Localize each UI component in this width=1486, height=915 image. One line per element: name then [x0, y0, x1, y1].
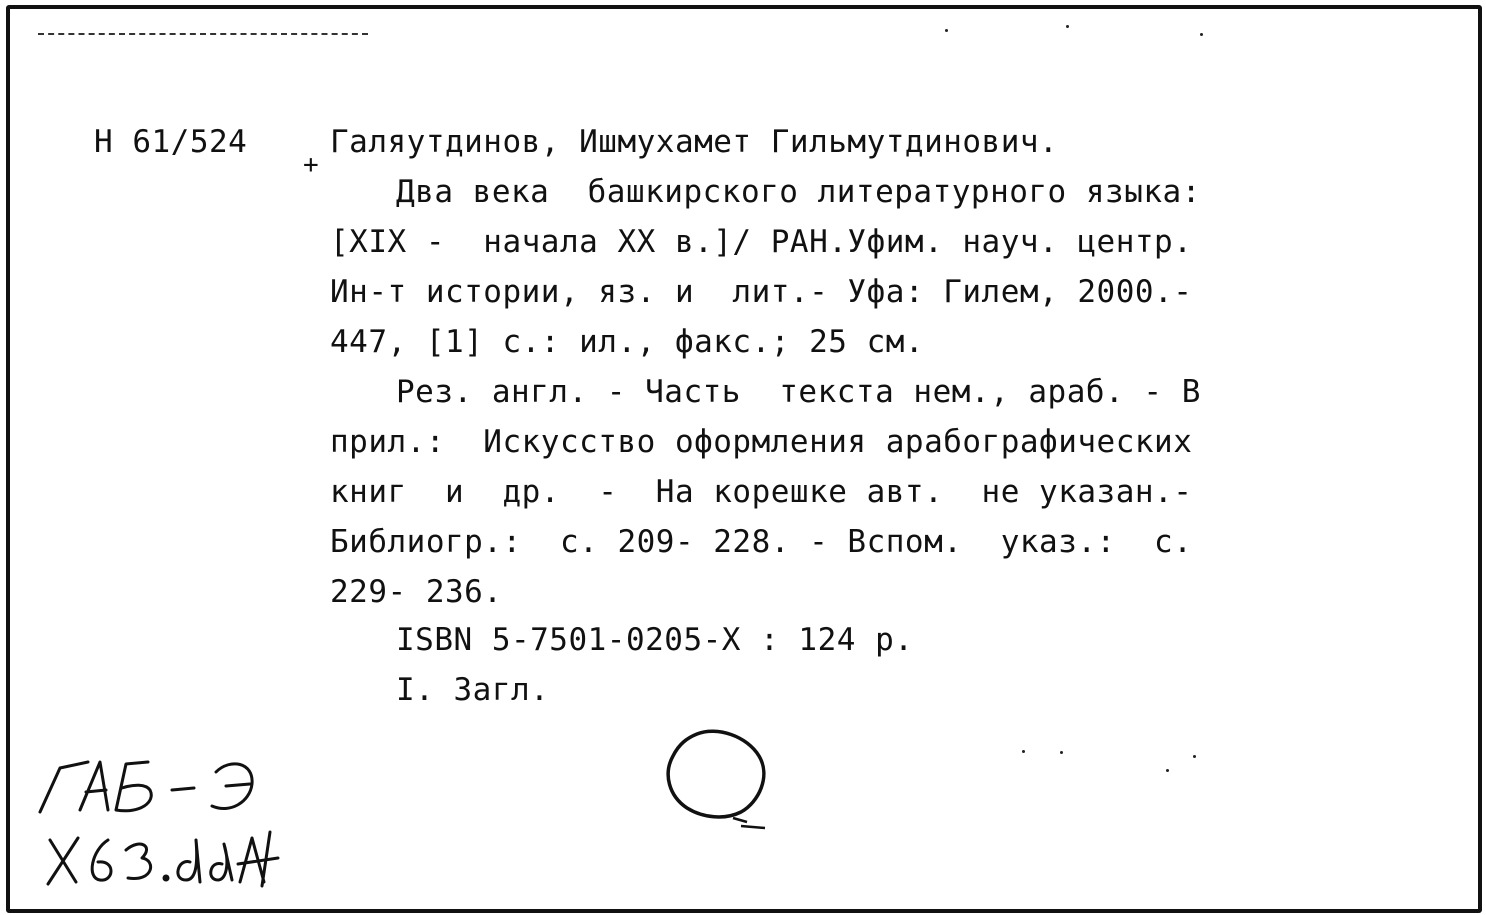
notes-line: Рез. англ. - Часть текста нем., араб. - В — [396, 374, 1201, 410]
speck — [1200, 33, 1203, 36]
imprint-line: Ин-т истории, яз. и лит.- Уфа: Гилем, 2000.- — [330, 274, 1193, 310]
title-line: Два века башкирского литературного языка: — [396, 174, 1201, 210]
speck — [1193, 755, 1196, 758]
title-line: [XIX - начала XX в.]/ РАН.Уфим. науч. центр. — [330, 224, 1193, 260]
notes-line: прил.: Искусство оформления арабографических — [330, 424, 1193, 460]
author-heading: Галяутдинов, Ишмухамет Гильмутдинович. — [330, 124, 1059, 160]
notes-line: книг и др. - На корешке авт. не указан.- — [330, 474, 1193, 510]
isbn-line: ISBN 5-7501-0205-X : 124 р. — [396, 622, 914, 658]
notes-line: Библиогр.: с. 209- 228. - Вспом. указ.: с. — [330, 524, 1193, 560]
speck — [1066, 25, 1069, 28]
speck — [1022, 750, 1025, 753]
collation-line: 447, [1] с.: ил., факс.; 25 см. — [330, 324, 925, 360]
shelf-mark: Н 61/524 — [94, 124, 248, 160]
cross-mark: + — [303, 150, 319, 180]
speck — [1060, 751, 1063, 754]
library-stamp-icon — [655, 718, 775, 838]
top-dashed-rule — [38, 33, 368, 35]
notes-line: 229- 236. — [330, 574, 503, 610]
handwritten-annotation — [30, 740, 300, 890]
speck — [1166, 769, 1169, 772]
speck — [945, 29, 948, 32]
tracing-line: I. Загл. — [396, 672, 550, 708]
